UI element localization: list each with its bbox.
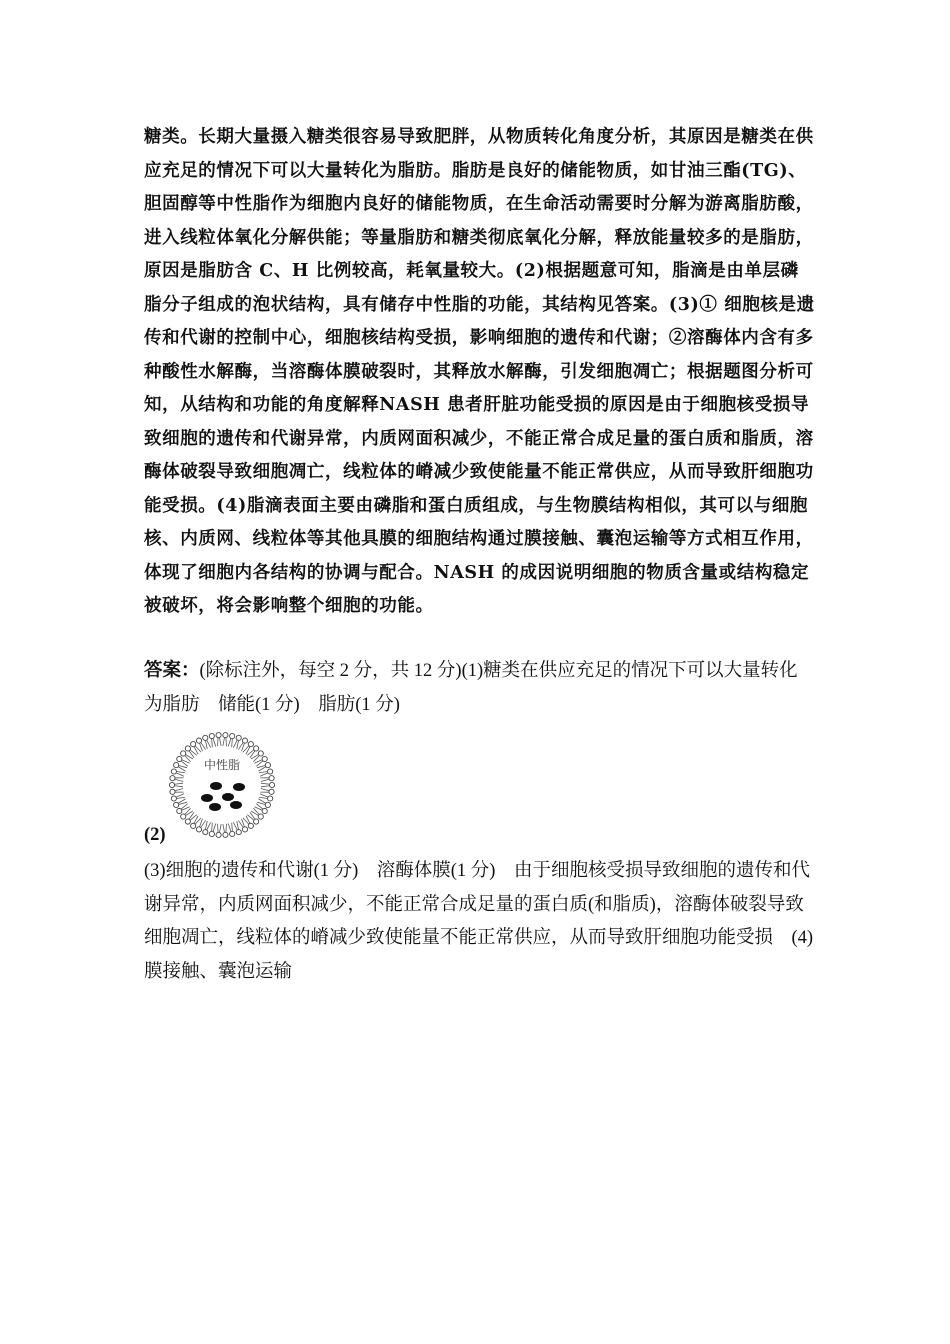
phospholipid-head xyxy=(191,742,196,747)
neutral-lipid-blobs xyxy=(201,782,245,811)
phospholipid-head xyxy=(177,756,182,761)
phospholipid-tail xyxy=(175,786,183,787)
phospholipid-head xyxy=(177,808,182,813)
lipid-blob xyxy=(230,801,242,809)
phospholipid-tail xyxy=(259,797,267,798)
phospholipid-tail xyxy=(232,823,233,831)
analysis-paragraph: 糖类。长期大量摄入糖类很容易导致肥胖，从物质转化角度分析，其原因是糖类在供应充足的情况下可以大量转化为脂肪。脂肪是良好的储能物质，如甘油三酯(TG)、胆固醇等中性脂作为细胞内良好的储能物质，在生命活动需要时分解为游离脂肪酸，进入线粒体氧化分解供能；等量脂肪和糖类彻底氧化分解，释放能量较多的是脂肪，原因是脂肪含 C、H 比例较高，耗氧量较大。(2)根据题意可知，脂滴是由单层磷脂分子组成的泡状结构，具有储存中性脂的功能，其结构见答案。(3)① 细胞核是遗传和代谢的控制中心，细胞核结构受损，影响细胞的遗传和代谢；②溶酶体内含有多种酸性水解酶，当溶酶体膜破裂时，其释放水解酶，引发细胞凋亡；根据题图分析可知，从结构和功能的角度解释NASH 患者肝脏功能受损的原因是由于细胞核受损导致细胞的遗传和代谢异常，内质网面积减少，不能正常合成足量的蛋白质和脂质，溶酶体破裂导致细胞凋亡，线粒体的嵴减少致使能量不能正常供应，从而导致肝细胞功能受损。(4)脂滴表面主要由磷脂和蛋白质组成，与生物膜结构相似，其可以与细胞核、内质网、线粒体等其他具膜的细胞结构通过膜接触、囊泡运输等方式相互作用，体现了细胞内各结构的协调与配合。NASH 的成因说明细胞的物质含量或结构稳定被破坏，将会影响整个细胞的功能。 xyxy=(144,127,815,616)
phospholipid-head xyxy=(171,769,176,774)
phospholipid-tail xyxy=(213,824,216,832)
phospholipid-head xyxy=(230,831,235,836)
phospholipid-tail xyxy=(190,750,197,755)
phospholipid-tail xyxy=(261,786,269,787)
lipid-blob xyxy=(233,783,245,791)
phospholipid-tail xyxy=(177,772,185,773)
phospholipid-head xyxy=(230,733,235,738)
phospholipid-tail xyxy=(228,738,231,746)
phospholipid-tail xyxy=(260,773,268,776)
phospholipid-tail xyxy=(226,824,227,832)
phospholipid-head xyxy=(185,819,190,824)
phospholipid-head xyxy=(254,819,259,824)
phospholipid-head xyxy=(223,832,228,837)
phospholipid-head xyxy=(265,762,270,767)
answer-label: 答案： xyxy=(144,661,200,681)
phospholipid-tail xyxy=(223,824,225,832)
phospholipid-tail xyxy=(207,822,211,830)
phospholipid-tail xyxy=(233,740,237,748)
phospholipid-tail xyxy=(219,824,221,832)
figure-number: (2) xyxy=(144,825,166,845)
answer-part3: (3)细胞的遗传和代谢(1 分) 溶酶体膜(1 分) 由于细胞核受损导致细胞的遗传和代谢异常，内质网面积减少，不能正常合成足量的蛋白质(和脂质)，溶酶体破裂导致细胞凋亡，线粒体的嵴减少致使能量不能正常供应，从而导致肝细胞功能受损 (4)膜接触、囊泡运输 xyxy=(144,861,814,982)
phospholipid-head xyxy=(262,756,267,761)
phospholipid-head xyxy=(196,827,201,832)
phospholipid-head xyxy=(185,746,190,751)
phospholipid-tail xyxy=(261,789,269,791)
phospholipid-head xyxy=(223,733,228,738)
phospholipid-head xyxy=(209,831,214,836)
phospholipid-tail xyxy=(232,739,233,747)
phospholipid-tail xyxy=(177,797,185,798)
phospholipid-tail xyxy=(247,815,254,820)
phospholipid-head xyxy=(216,733,221,738)
phospholipid-head xyxy=(174,802,179,807)
phospholipid-head xyxy=(170,776,175,781)
phospholipid-tail xyxy=(176,773,184,776)
phospholipid-head xyxy=(269,782,274,787)
phospholipid-tail xyxy=(205,741,207,749)
phospholipid-head xyxy=(254,746,259,751)
phospholipid-tail xyxy=(219,738,221,746)
phospholipid-tail xyxy=(253,808,259,814)
phospholipid-tail xyxy=(213,738,216,746)
phospholipid-tail xyxy=(218,824,219,832)
phospholipid-head xyxy=(170,789,175,794)
phospholipid-head xyxy=(262,808,267,813)
lipid-blob xyxy=(209,803,221,811)
phospholipid-tail xyxy=(260,794,268,797)
phospholipid-head xyxy=(236,735,241,740)
phospholipid-head xyxy=(268,796,273,801)
answer-part1: (除标注外，每空 2 分，共 12 分)(1)糖类在供应充足的情况下可以大量转化为脂肪 储能(1 分) 脂肪(1 分) xyxy=(144,661,798,715)
phospholipid-tail xyxy=(261,783,269,784)
phospholipid-tail xyxy=(176,794,184,797)
lipid-blob xyxy=(222,793,234,801)
phospholipid-tail xyxy=(175,783,183,784)
phospholipid-tail xyxy=(205,821,207,829)
phospholipid-tail xyxy=(247,750,254,755)
phospholipid-tail xyxy=(212,823,213,831)
phospholipid-tail xyxy=(228,824,231,832)
phospholipid-tail xyxy=(190,815,197,820)
phospholipid-monolayer xyxy=(169,733,274,838)
phospholipid-tail xyxy=(253,756,259,762)
phospholipid-tail xyxy=(212,739,213,747)
phospholipid-tail xyxy=(237,741,239,749)
phospholipid-head xyxy=(203,830,208,835)
phospholipid-tail xyxy=(233,822,237,830)
phospholipid-tail xyxy=(185,808,191,814)
phospholipid-head xyxy=(242,738,247,743)
phospholipid-head xyxy=(169,782,174,787)
phospholipid-head xyxy=(258,814,263,819)
phospholipid-head xyxy=(268,769,273,774)
phospholipid-tail xyxy=(226,738,227,746)
phospholipid-head xyxy=(248,742,253,747)
phospholipid-head xyxy=(209,733,214,738)
lipid-droplet-figure xyxy=(144,728,294,848)
answer-paragraph xyxy=(144,655,816,722)
phospholipid-head xyxy=(216,832,221,837)
phospholipid-tail xyxy=(223,738,225,746)
phospholipid-tail xyxy=(237,821,239,829)
phospholipid-head xyxy=(242,827,247,832)
phospholipid-tail xyxy=(261,779,269,781)
phospholipid-head xyxy=(181,814,186,819)
lipid-blob xyxy=(210,782,222,790)
phospholipid-head xyxy=(265,802,270,807)
phospholipid-tail xyxy=(259,772,267,773)
phospholipid-tail xyxy=(207,740,211,748)
phospholipid-head xyxy=(191,823,196,828)
phospholipid-tail xyxy=(175,779,183,781)
phospholipid-head xyxy=(181,751,186,756)
phospholipid-tail xyxy=(218,738,219,746)
lipid-blob xyxy=(201,794,213,802)
phospholipid-head xyxy=(236,830,241,835)
phospholipid-head xyxy=(203,735,208,740)
phospholipid-head xyxy=(174,762,179,767)
phospholipid-head xyxy=(269,776,274,781)
phospholipid-head xyxy=(196,738,201,743)
phospholipid-head xyxy=(248,823,253,828)
phospholipid-tail xyxy=(185,756,191,762)
neutral-lipid-label: 中性脂 xyxy=(203,758,241,772)
lipid-droplet-diagram xyxy=(144,728,294,848)
phospholipid-head xyxy=(171,796,176,801)
phospholipid-tail xyxy=(175,789,183,791)
phospholipid-head xyxy=(269,789,274,794)
phospholipid-head xyxy=(258,751,263,756)
